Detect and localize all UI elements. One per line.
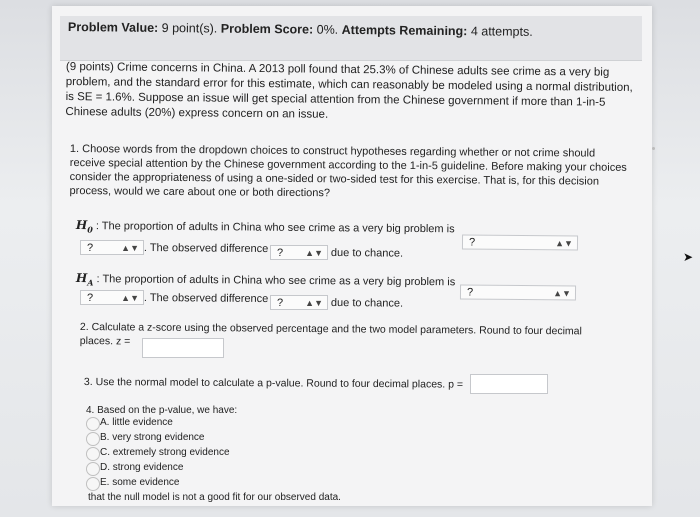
- option-d-label: D. strong evidence: [100, 462, 184, 473]
- question-3-text: 3. Use the normal model to calculate a p-value. Round to four decimal places. p =: [83, 376, 464, 391]
- option-c-label: C. extremely strong evidence: [100, 447, 230, 458]
- question-4-text: 4. Based on the p-value, we have:: [86, 405, 238, 416]
- select-arrows-icon: ▲▼: [121, 243, 139, 253]
- problem-score: 0%.: [316, 22, 339, 37]
- h0-line: [76, 218, 455, 238]
- question-4-tail: that the null model is not a good fit for our observed data.: [88, 492, 341, 503]
- radio-option-d[interactable]: [86, 462, 100, 476]
- ha-line: [76, 271, 455, 291]
- h0-symbol: $H_0$: [75, 218, 93, 235]
- select-arrows-icon: ▲▼: [121, 293, 139, 303]
- attempts-label: Attempts Remaining:: [341, 22, 468, 39]
- ha-due-text: due to chance.: [330, 297, 404, 310]
- h0-due-text: due to chance.: [330, 247, 404, 260]
- z-score-input[interactable]: [142, 338, 224, 358]
- select-arrows-icon: ▲▼: [553, 288, 572, 299]
- question-1-text: 1. Choose words from the dropdown choices to construct hypotheses regarding whether or not crime should receive special attention by the Chinese government according to the 1-in-5 guideline. Before making your choices consider the appropriateness of using a one-sided or two-sided test for this exercise. That is, for this decision process, would we care about one or both directions?: [69, 142, 627, 200]
- radio-option-a[interactable]: [86, 417, 100, 431]
- h0-direction-select[interactable]: ? ▲▼: [462, 234, 578, 250]
- h0-observed-text: . The observed difference: [143, 242, 269, 256]
- h0-difference-select[interactable]: ? ▲▼: [80, 240, 144, 255]
- ha-significance-select[interactable]: ? ▲▼: [270, 295, 328, 310]
- ha-text: : The proportion of adults in China who see crime as a very big problem is: [96, 273, 456, 289]
- select-arrows-icon: ▲▼: [305, 248, 323, 258]
- problem-score-label: Problem Score:: [220, 21, 314, 37]
- attempts-remaining: 4 attempts.: [470, 24, 533, 39]
- h0-significance-select[interactable]: ? ▲▼: [270, 245, 328, 260]
- ha-observed-text: . The observed difference: [143, 292, 269, 306]
- p-value-input[interactable]: [470, 374, 548, 394]
- mouse-cursor-icon: ➤: [683, 250, 694, 264]
- select-arrows-icon: ▲▼: [555, 238, 574, 249]
- radio-option-c[interactable]: [86, 447, 100, 461]
- problem-value-label: Problem Value:: [67, 20, 159, 35]
- ha-symbol: $H_A$: [75, 271, 94, 288]
- ha-difference-select[interactable]: ? ▲▼: [80, 290, 144, 305]
- ha-direction-select[interactable]: ? ▲▼: [460, 284, 576, 300]
- option-e-label: E. some evidence: [100, 477, 180, 488]
- question-2-text: 2. Calculate a z-score using the observed percentage and the two model parameters. Round to four decimal places. z =: [79, 320, 582, 348]
- problem-intro: (9 points) Crime concerns in China. A 2013 poll found that 25.3% of Chinese adults see crime as a very big problem, and the standard error for this estimate, which can reasonably be modeled using a normal distribution, is SE = 1.6%. Suppose an issue will get special attention from the Chinese government if more than 1-in-5 Chinese adults (20%) express concern on an issue.: [65, 60, 633, 121]
- option-a-label: A. little evidence: [100, 417, 173, 428]
- radio-option-b[interactable]: [86, 432, 100, 446]
- radio-option-e[interactable]: [86, 477, 100, 491]
- h0-text: : The proportion of adults in China who see crime as a very big problem is: [95, 220, 455, 236]
- decorative-dot: [652, 147, 655, 150]
- problem-value: 9 point(s).: [161, 20, 218, 36]
- select-arrows-icon: ▲▼: [305, 298, 323, 308]
- option-b-label: B. very strong evidence: [100, 432, 205, 443]
